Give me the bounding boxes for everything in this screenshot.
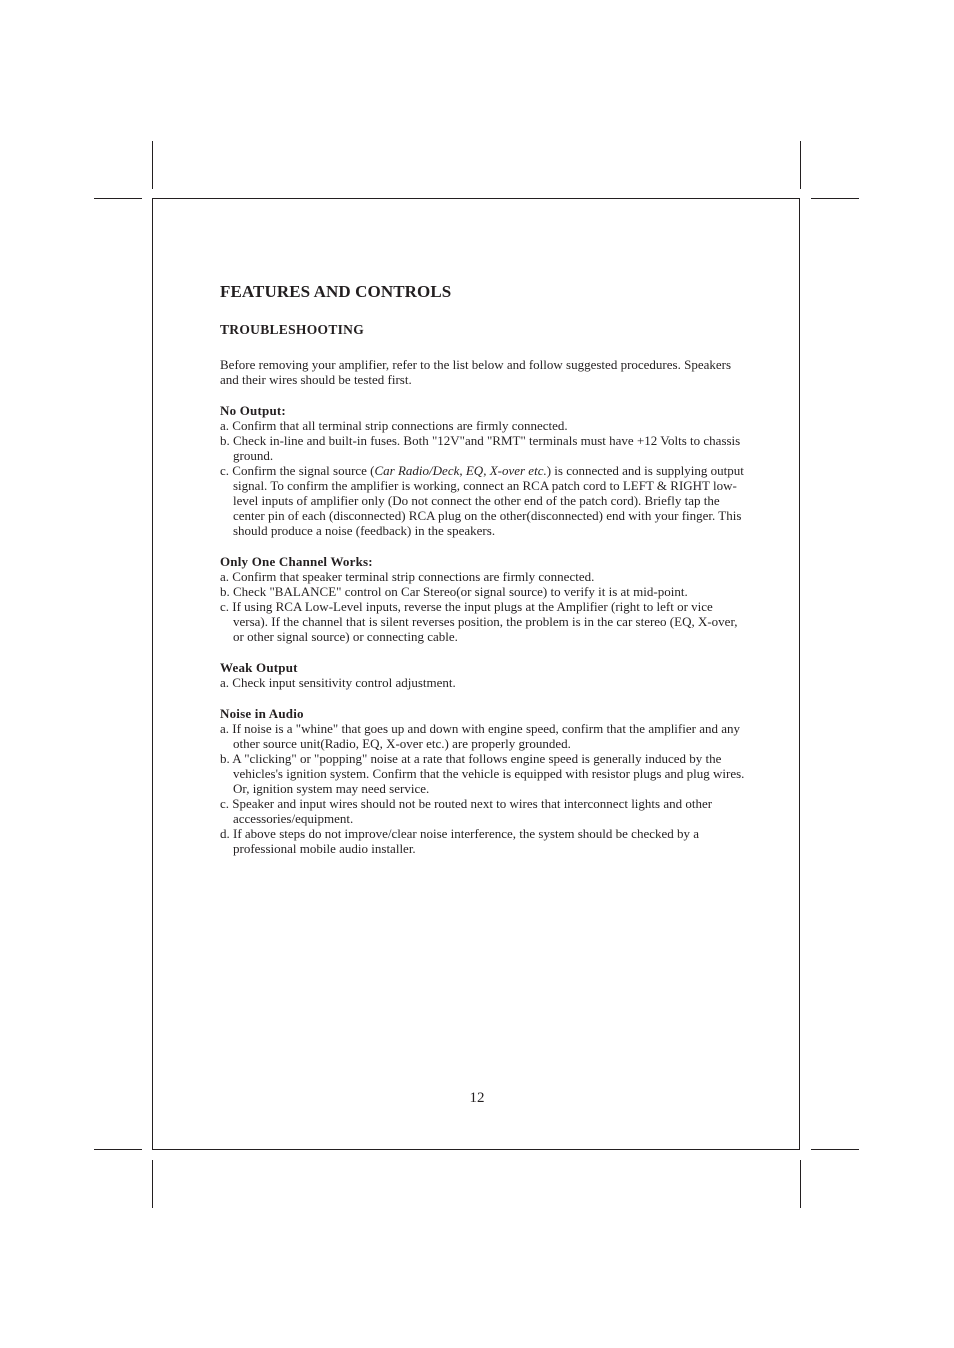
list-item: a. If noise is a "whine" that goes up and down with engine speed, confirm that the amplifier and any other source unit(Radio, EQ, X-over etc.) are properly grounded.: [220, 721, 740, 751]
section-heading: Weak Output: [220, 660, 298, 675]
item-list: [220, 418, 750, 538]
page-content: [220, 282, 750, 856]
list-item: a. Check input sensitivity control adjustment.: [220, 675, 456, 690]
intro-paragraph: Before removing your amplifier, refer to the list below and follow suggested procedures. Speakers and their wires should be tested first.: [220, 357, 732, 387]
item-list: [220, 675, 750, 690]
crop-mark-bottom-left-vertical: [152, 1160, 153, 1208]
section-heading: No Output:: [220, 403, 286, 418]
item-text: ) is connected and is supplying output signal. To confirm the amplifier is working, connect an RCA patch cord to LEFT & RIGHT low-level inputs of amplifier only (Do not connect the other end of the patch cord). Briefly tap the center pin of each (disconnected) RCA plug on the other(disconnected) end with your finger. This should produce a noise (feedback) in the speakers.: [233, 463, 744, 538]
list-item: [220, 463, 750, 538]
list-item: b. Check in-line and built-in fuses. Both "12V"and "RMT" terminals must have +12 Volts to chassis ground.: [220, 433, 741, 463]
page-title: FEATURES AND CONTROLS: [220, 282, 452, 301]
crop-mark-bottom-left-horizontal: [94, 1149, 142, 1150]
list-item: d. If above steps do not improve/clear noise interference, the system should be checked by a professional mobile audio installer.: [220, 826, 700, 856]
crop-mark-top-right-horizontal: [811, 198, 859, 199]
list-item: c. If using RCA Low-Level inputs, reverse the input plugs at the Amplifier (right to left or vice versa). If the channel that is silent reverses position, the problem is in the car stereo (EQ, X-over, or other signal source) or connecting cable.: [220, 599, 738, 644]
section-heading: Only One Channel Works:: [220, 554, 373, 569]
crop-mark-bottom-right-horizontal: [811, 1149, 859, 1150]
list-item: b. A "clicking" or "popping" noise at a rate that follows engine speed is generally induced by the vehicles's ignition system. Confirm that the vehicle is equipped with resistor plugs and plug wires. Or, ignition system may need service.: [220, 751, 745, 796]
list-item: a. Confirm that speaker terminal strip connections are firmly connected.: [220, 569, 595, 584]
section-heading: Noise in Audio: [220, 706, 304, 721]
crop-mark-bottom-right-vertical: [800, 1160, 801, 1208]
item-text: c. Confirm the signal source (: [220, 463, 375, 478]
section-weak-output: [220, 660, 750, 690]
section-no-output: [220, 403, 750, 538]
item-italic-text: Car Radio/Deck, EQ, X-over etc.: [374, 463, 547, 478]
section-noise-in-audio: [220, 706, 750, 856]
item-list: [220, 721, 750, 856]
list-item: a. Confirm that all terminal strip connections are firmly connected.: [220, 418, 568, 433]
section-one-channel: [220, 554, 750, 644]
crop-mark-top-left-horizontal: [94, 198, 142, 199]
page-number: 12: [469, 1090, 485, 1106]
list-item: b. Check "BALANCE" control on Car Stereo(or signal source) to verify it is at mid-point.: [220, 584, 688, 599]
crop-mark-top-left-vertical: [152, 141, 153, 189]
item-list: [220, 569, 750, 644]
section-title: TROUBLESHOOTING: [220, 322, 365, 337]
crop-mark-top-right-vertical: [800, 141, 801, 189]
list-item: c. Speaker and input wires should not be routed next to wires that interconnect lights and other accessories/equipment.: [220, 796, 713, 826]
